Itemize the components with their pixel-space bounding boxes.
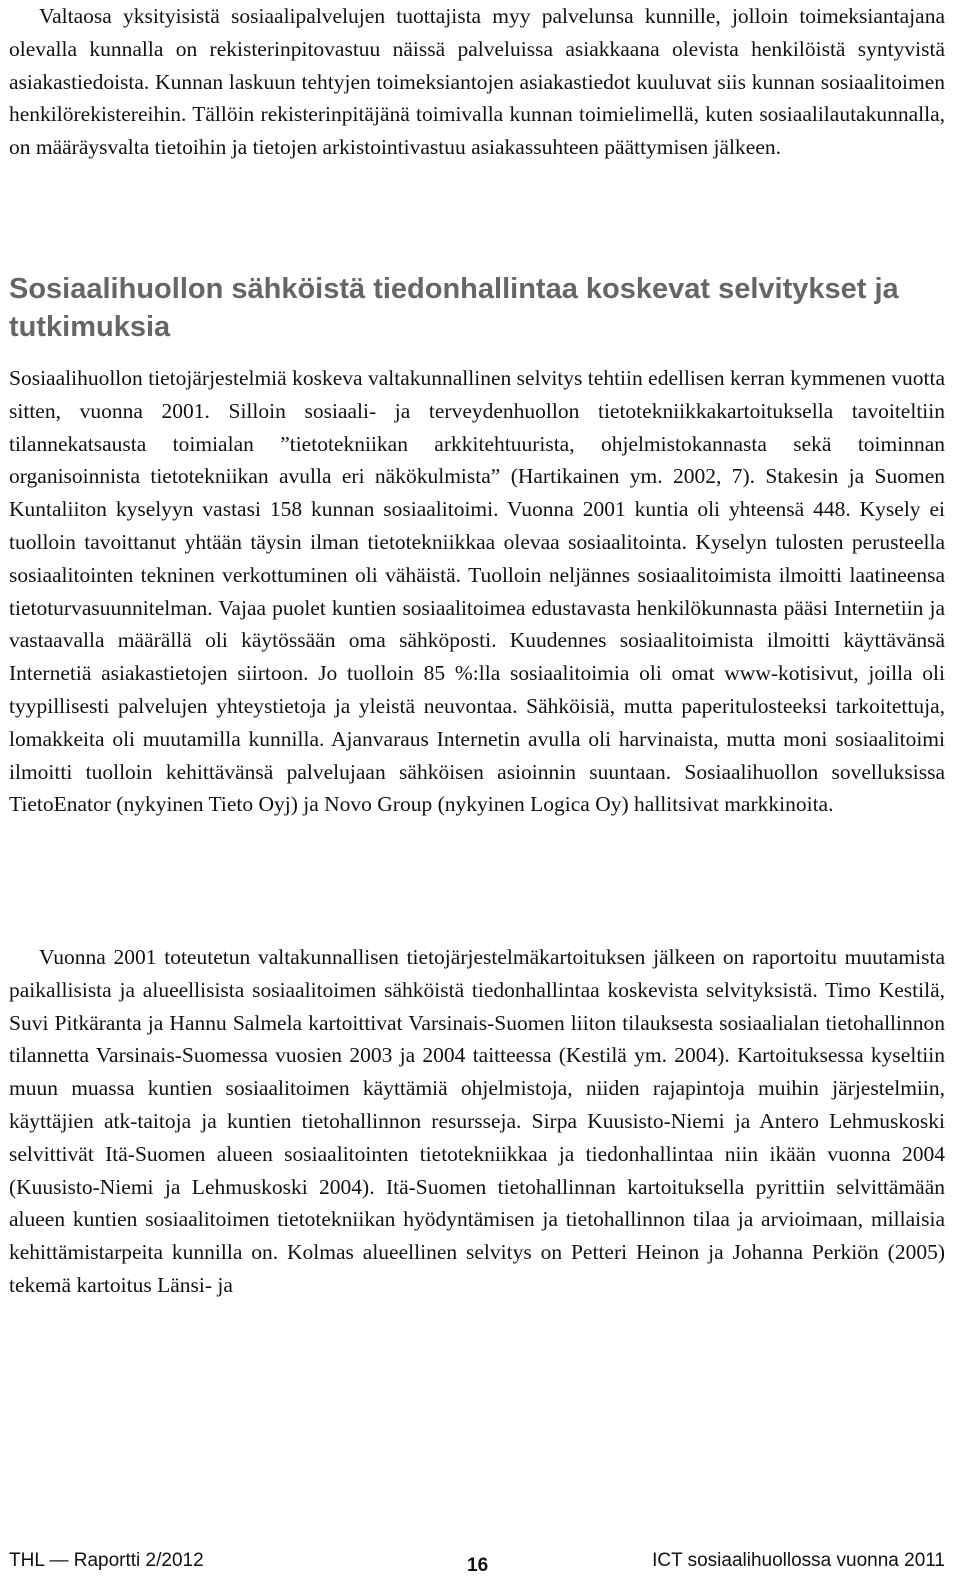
footer-publication: THL — Raportti 2/2012 xyxy=(9,1550,204,1571)
body-paragraph-3: Vuonna 2001 toteutetun valtakunnallisen tietojärjestelmäkartoituksen jälkeen on raportoitu muutamista paikallisista ja alueellisista sosiaalitoimen sähköistä tiedonhallintaa koskevista selvityksistä. Timo Kestilä, Suvi Pitkäranta ja Hannu Salmela kartoittivat Varsinais-Suomen liiton tilauksesta sosiaalialan tietohallinnon tilannetta Varsinais-Suomessa vuosien 2003 ja 2004 taitteessa (Kestilä ym. 2004). Kartoituksessa kyseltiin muun muassa kuntien sosiaalitoimen käyttämiä ohjelmistoja, niiden rajapintoja muihin järjestelmiin, käyttäjien atk-taitoja ja kuntien tietohallinnon resursseja. Sirpa Kuusisto-Niemi ja Antero Lehmuskoski selvittivät Itä-Suomen alueen sosiaalitointen tietotekniikkaa ja tiedonhallintaa niin ikään vuonna 2004 (Kuusisto-Niemi ja Lehmuskoski 2004). Itä-Suomen tietohallinnan kartoituksella pyrittiin selvittämään alueen kuntien sosiaalitoimen tietotekniikan hyödyntämisen ja tietohallinnon tilaa ja arvioimaan, millaisia kehittämistarpeita kunnilla on. Kolmas alueellinen selvitys on Petteri Heinon ja Johanna Perkiön (2005) tekemä kartoitus Länsi- ja xyxy=(9,945,945,1297)
body-paragraph-2: Sosiaalihuollon tietojärjestelmiä koskeva valtakunnallinen selvitys tehtiin edellisen kerran kymmenen vuotta sitten, vuonna 2001. Silloin sosiaali- ja terveydenhuollon tietotekniikkakartoituksella tavoiteltiin tilannekatsausta toimialan ”tietotekniikan arkkitehtuurista, ohjelmistokannasta sekä toiminnan organisoinnista tietotekniikan avulla eri näkökulmista” (Hartikainen ym. 2002, 7). Stakesin ja Suomen Kuntaliiton kyselyyn vastasi 158 kunnan sosiaalitoimi. Vuonna 2001 kuntia oli yhteensä 448. Kysely ei tuolloin tavoittanut yhtään täysin ilman tietotekniikkaa olevaa sosiaalitointa. Kyselyn tulosten perusteella sosiaalitointen tekninen verkottuminen oli vähäistä. Tuolloin neljännes sosiaalitoimista ilmoitti laatineensa tietoturvasuunnitelman. Vajaa puolet kuntien sosiaalitoimea edustavasta henkilökunnasta pääsi Internetiin ja vastaavalla määrällä oli käytössään oma sähköposti. Kuudennes sosiaalitoimista ilmoitti käyttävänsä Internetiä asiakastietojen siirtoon. Jo tuolloin 85 %:lla sosiaalitoimia oli omat www-kotisivut, joilla oli tyypillisesti palvelujen yhteystietoja ja yleistä neuvontaa. Sähköisiä, mutta paperitulosteeksi tarkoitettuja, lomakkeita oli muutamilla kunnilla. Ajanvaraus Internetin avulla oli harvinaista, mutta moni sosiaalitoimi ilmoitti tuolloin kehittävänsä palvelujaan sähköisen asioinnin suuntaan. Sosiaalihuollon sovelluksissa TietoEnator (nykyinen Tieto Oyj) ja Novo Group (nykyinen Logica Oy) hallitsivat markkinoita. xyxy=(9,366,945,817)
section-heading: Sosiaalihuollon sähköistä tiedonhallintaa koskevat selvitykset ja tutkimuksia xyxy=(9,273,899,343)
footer-report-title: ICT sosiaalihuollossa vuonna 2011 xyxy=(652,1550,945,1571)
body-paragraph-1: Valtaosa yksityisistä sosiaalipalvelujen tuottajista myy palvelunsa kunnille, jolloin toimeksiantajana olevalla kunnalla on rekisterinpitovastuu näissä palveluissa asiakkaana olevista henkilöistä syntyvistä asiakastiedoista. Kunnan laskuun tehtyjen toimeksiantojen asiakastiedot kuuluvat siis kunnan sosiaalitoimen henkilörekistereihin. Tällöin rekisterinpitäjänä toimivalla kunnan toimielimellä, kuten sosiaalilautakunnalla, on määräysvalta tietoihin ja tietojen arkistointivastuu asiakassuhteen päättymisen jälkeen. xyxy=(9,4,945,160)
page-number: 16 xyxy=(467,1555,489,1576)
page-footer xyxy=(9,1543,945,1583)
